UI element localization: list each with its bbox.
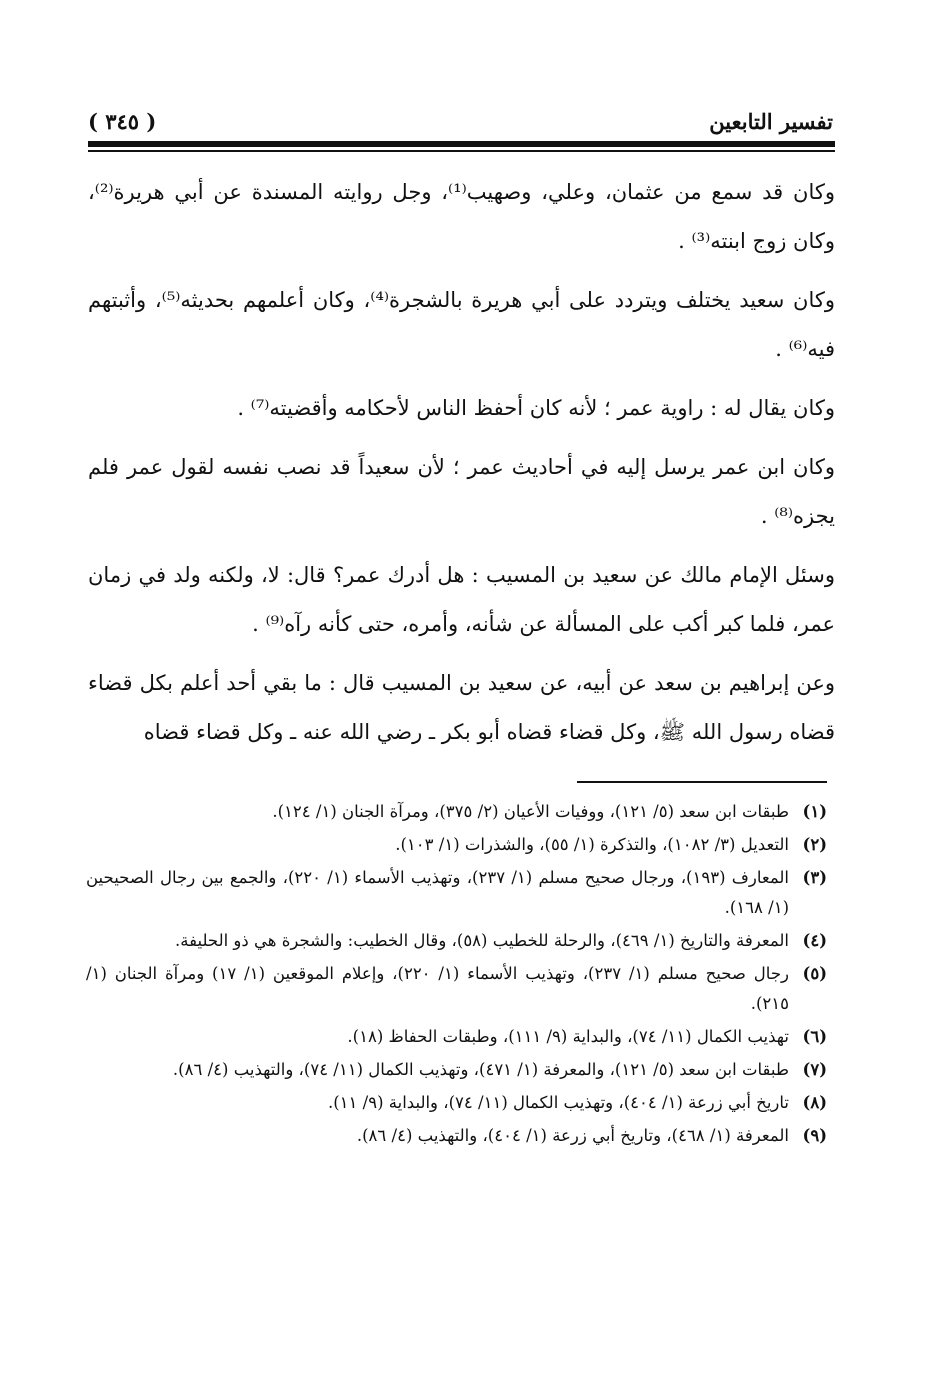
footnote-text: المعرفة والتاريخ (١/ ٤٦٩)، والرحلة للخطيب (٥٨)، وقال الخطيب: والشجرة هي ذو الحليفة. (175, 931, 789, 950)
footnote-number: (٢) (802, 835, 827, 854)
footnote (86, 1121, 827, 1151)
footnote (86, 830, 827, 860)
footnote (86, 1022, 827, 1052)
footnote-number: (١) (802, 802, 827, 821)
paragraph-5: وسئل الإمام مالك عن سعيد بن المسيب : هل أدرك عمر؟ قال: لا، ولكنه ولد في زمان عمر، فلما كبر أكب على المسألة عن شأنه، وأمره، حتى كأنه رآه⁽⁹⁾ . (88, 563, 835, 636)
footnotes (86, 797, 827, 1154)
footnote-number: (٦) (802, 1027, 827, 1046)
header-rule-thin (88, 150, 835, 152)
footnote (86, 863, 827, 923)
footnote (86, 1055, 827, 1085)
footnote (86, 926, 827, 956)
paragraph-2: وكان سعيد يختلف ويتردد على أبي هريرة بالشجرة⁽⁴⁾، وكان أعلمهم بحديثه⁽⁵⁾، وأثبتهم فيه⁽⁶⁾ . (88, 288, 835, 361)
footnote-text: التعديل (٣/ ١٠٨٢)، والتذكرة (١/ ٥٥)، والشذرات (١/ ١٠٣). (395, 835, 789, 854)
running-title: تفسير التابعين (709, 108, 833, 134)
footnote-separator (577, 781, 827, 783)
page-number: ( ٣٤٥ ) (88, 108, 157, 134)
footnote-text: المعارف (١٩٣)، ورجال صحيح مسلم (١/ ٢٣٧)، وتهذيب الأسماء (١/ ٢٢٠)، والجمع بين رجال الصحيحين (١/ ١٦٨). (86, 868, 789, 917)
paragraph-4: وكان ابن عمر يرسل إليه في أحاديث عمر ؛ لأن سعيداً قد نصب نفسه لقول عمر فلم يجزه⁽⁸⁾ . (88, 455, 835, 528)
header-rule-thick (88, 141, 835, 147)
footnote-text: تاريخ أبي زرعة (١/ ٤٠٤)، وتهذيب الكمال (١١/ ٧٤)، والبداية (٩/ ١١). (327, 1093, 789, 1112)
footnote (86, 797, 827, 827)
footnote-number: (٤) (802, 931, 827, 950)
footnote-number: (٨) (802, 1093, 827, 1112)
footnote (86, 1088, 827, 1118)
page-header (88, 104, 833, 138)
footnote (86, 959, 827, 1019)
footnote-text: تهذيب الكمال (١١/ ٧٤)، والبداية (٩/ ١١١)، وطبقات الحفاظ (١٨). (347, 1027, 789, 1046)
main-text (88, 168, 835, 767)
footnote-number: (٩) (802, 1126, 827, 1145)
footnote-number: (٣) (802, 868, 827, 887)
footnote-text: طبقات ابن سعد (٥/ ١٢١)، ووفيات الأعيان (٢/ ٣٧٥)، ومرآة الجنان (١/ ١٢٤). (272, 802, 789, 821)
footnote-number: (٥) (802, 964, 827, 983)
paragraph-3: وكان يقال له : راوية عمر ؛ لأنه كان أحفظ الناس لأحكامه وأقضيته⁽⁷⁾ . (237, 396, 835, 420)
footnote-text: رجال صحيح مسلم (١/ ٢٣٧)، وتهذيب الأسماء (١/ ٢٢٠)، وإعلام الموقعين (١/ ١٧) ومرآة الجنان (١/ ٢١٥). (86, 964, 789, 1013)
footnote-text: طبقات ابن سعد (٥/ ١٢١)، والمعرفة (١/ ٤٧١)، وتهذيب الكمال (١١/ ٧٤)، والتهذيب (٤/ ٨٦). (172, 1060, 789, 1079)
paragraph-1: وكان قد سمع من عثمان، وعلي، وصهيب⁽¹⁾، وجل روايته المسندة عن أبي هريرة⁽²⁾، وكان زوج ابنته⁽³⁾ . (88, 180, 835, 253)
paragraph-6: وعن إبراهيم بن سعد عن أبيه، عن سعيد بن المسيب قال : ما بقي أحد أعلم بكل قضاء قضاه رسول الله ﷺ، وكل قضاء قضاه أبو بكر ـ رضي الله عنه ـ وكل قضاء قضاه (88, 671, 835, 744)
footnote-number: (٧) (802, 1060, 827, 1079)
footnote-text: المعرفة (١/ ٤٦٨)، وتاريخ أبي زرعة (١/ ٤٠٤)، والتهذيب (٤/ ٨٦). (356, 1126, 789, 1145)
